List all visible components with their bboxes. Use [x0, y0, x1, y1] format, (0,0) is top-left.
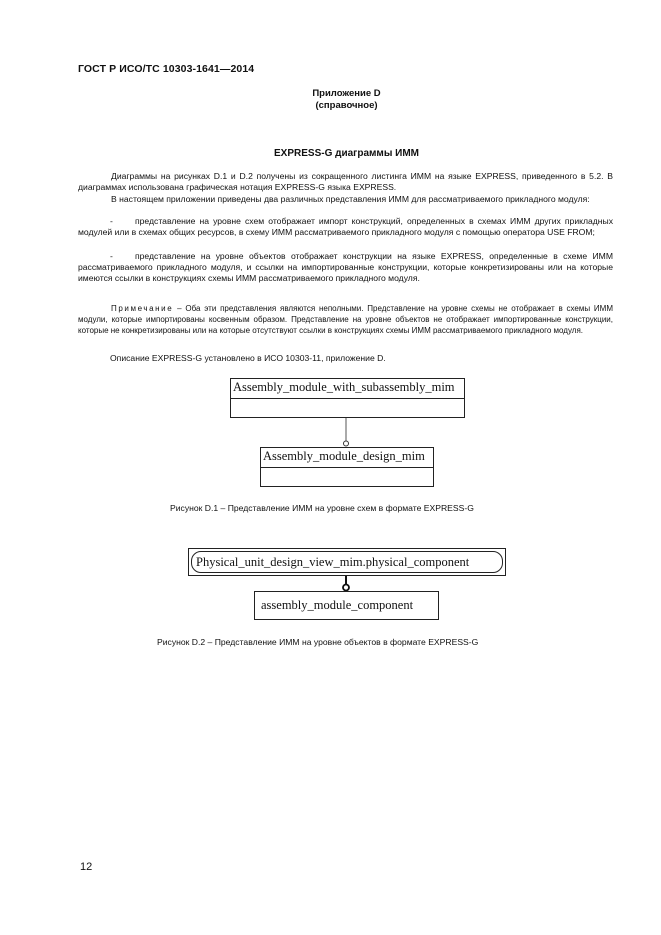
note-label: Примечание: [111, 304, 174, 313]
fig2-connector-circle: [343, 585, 349, 591]
figure1-caption: Рисунок D.1 – Представление ИММ на уровне схем в формате EXPRESS-G: [170, 503, 474, 513]
note-text: Оба эти представления являются неполными. Представление на уровне схемы не отображает в схемы ИММ модули, которые импортированы косвенным образом. Представление на уровне объектов не отображает импортированные конструкции, которые не конкретизированы или на которые отсутствуют ссылки в конструкциях схемы ИММ рассматриваемого прикладного модуля.: [78, 304, 613, 336]
section-title: EXPRESS-G диаграммы ИММ: [274, 148, 419, 159]
bullet-dash: -: [110, 251, 113, 261]
bullet-text: представление на уровне схем отображает импорт конструкций, определенных в схемах ИММ других прикладных модулей или в схемах общих ресурсов, в схему ИММ рассматриваемого прикладного модуля с помощью оператора USE FROM;: [78, 216, 613, 238]
fig2-lower-entity: [254, 591, 439, 620]
fig1-upper-entity: [230, 378, 465, 418]
note-separator: –: [173, 304, 186, 313]
figure2-caption: Рисунок D.2 – Представление ИММ на уровне объектов в формате EXPRESS-G: [157, 637, 479, 647]
fig2-upper-entity-label: Physical_unit_design_view_mim.physical_component: [191, 551, 503, 573]
paragraph-intro: Диаграммы на рисунках D.1 и D.2 получены из сокращенного листинга ИММ на языке EXPRESS, приведенного в 5.2. В диаграммах использована графическая нотация EXPRESS-G языка EXPRESS.: [78, 171, 613, 193]
fig1-connector-circle: [344, 441, 349, 446]
fig1-lower-entity: [260, 447, 434, 487]
fig2-lower-entity-label: assembly_module_component: [261, 598, 414, 612]
page-number: 12: [80, 861, 93, 873]
paragraph-representations: В настоящем приложении приведены два различных представления ИММ для рассматриваемого прикладного модуля:: [111, 194, 590, 204]
standard-header: ГОСТ Р ИСО/ТС 10303-1641—2014: [78, 63, 255, 75]
fig2-upper-entity: [188, 548, 506, 576]
annex-title: Приложение D: [312, 88, 381, 99]
annex-subtitle: (справочное): [315, 100, 378, 111]
bullet-text: представление на уровне объектов отображает конструкции на языке EXPRESS, определенные в схеме ИММ рассматриваемого прикладного модуля, и ссылки на импортированные конструкции, которые конкретизированы или на которые имеются ссылки в конструкциях схемы ИММ рассматриваемого прикладного модуля.: [78, 251, 613, 284]
fig1-upper-entity-label: Assembly_module_with_subassembly_mim: [231, 379, 464, 399]
paragraph-express-g-ref: Описание EXPRESS-G установлено в ИСО 10303-11, приложение D.: [110, 353, 386, 363]
fig1-lower-entity-label: Assembly_module_design_mim: [261, 448, 433, 468]
bullet-dash: -: [110, 216, 113, 226]
